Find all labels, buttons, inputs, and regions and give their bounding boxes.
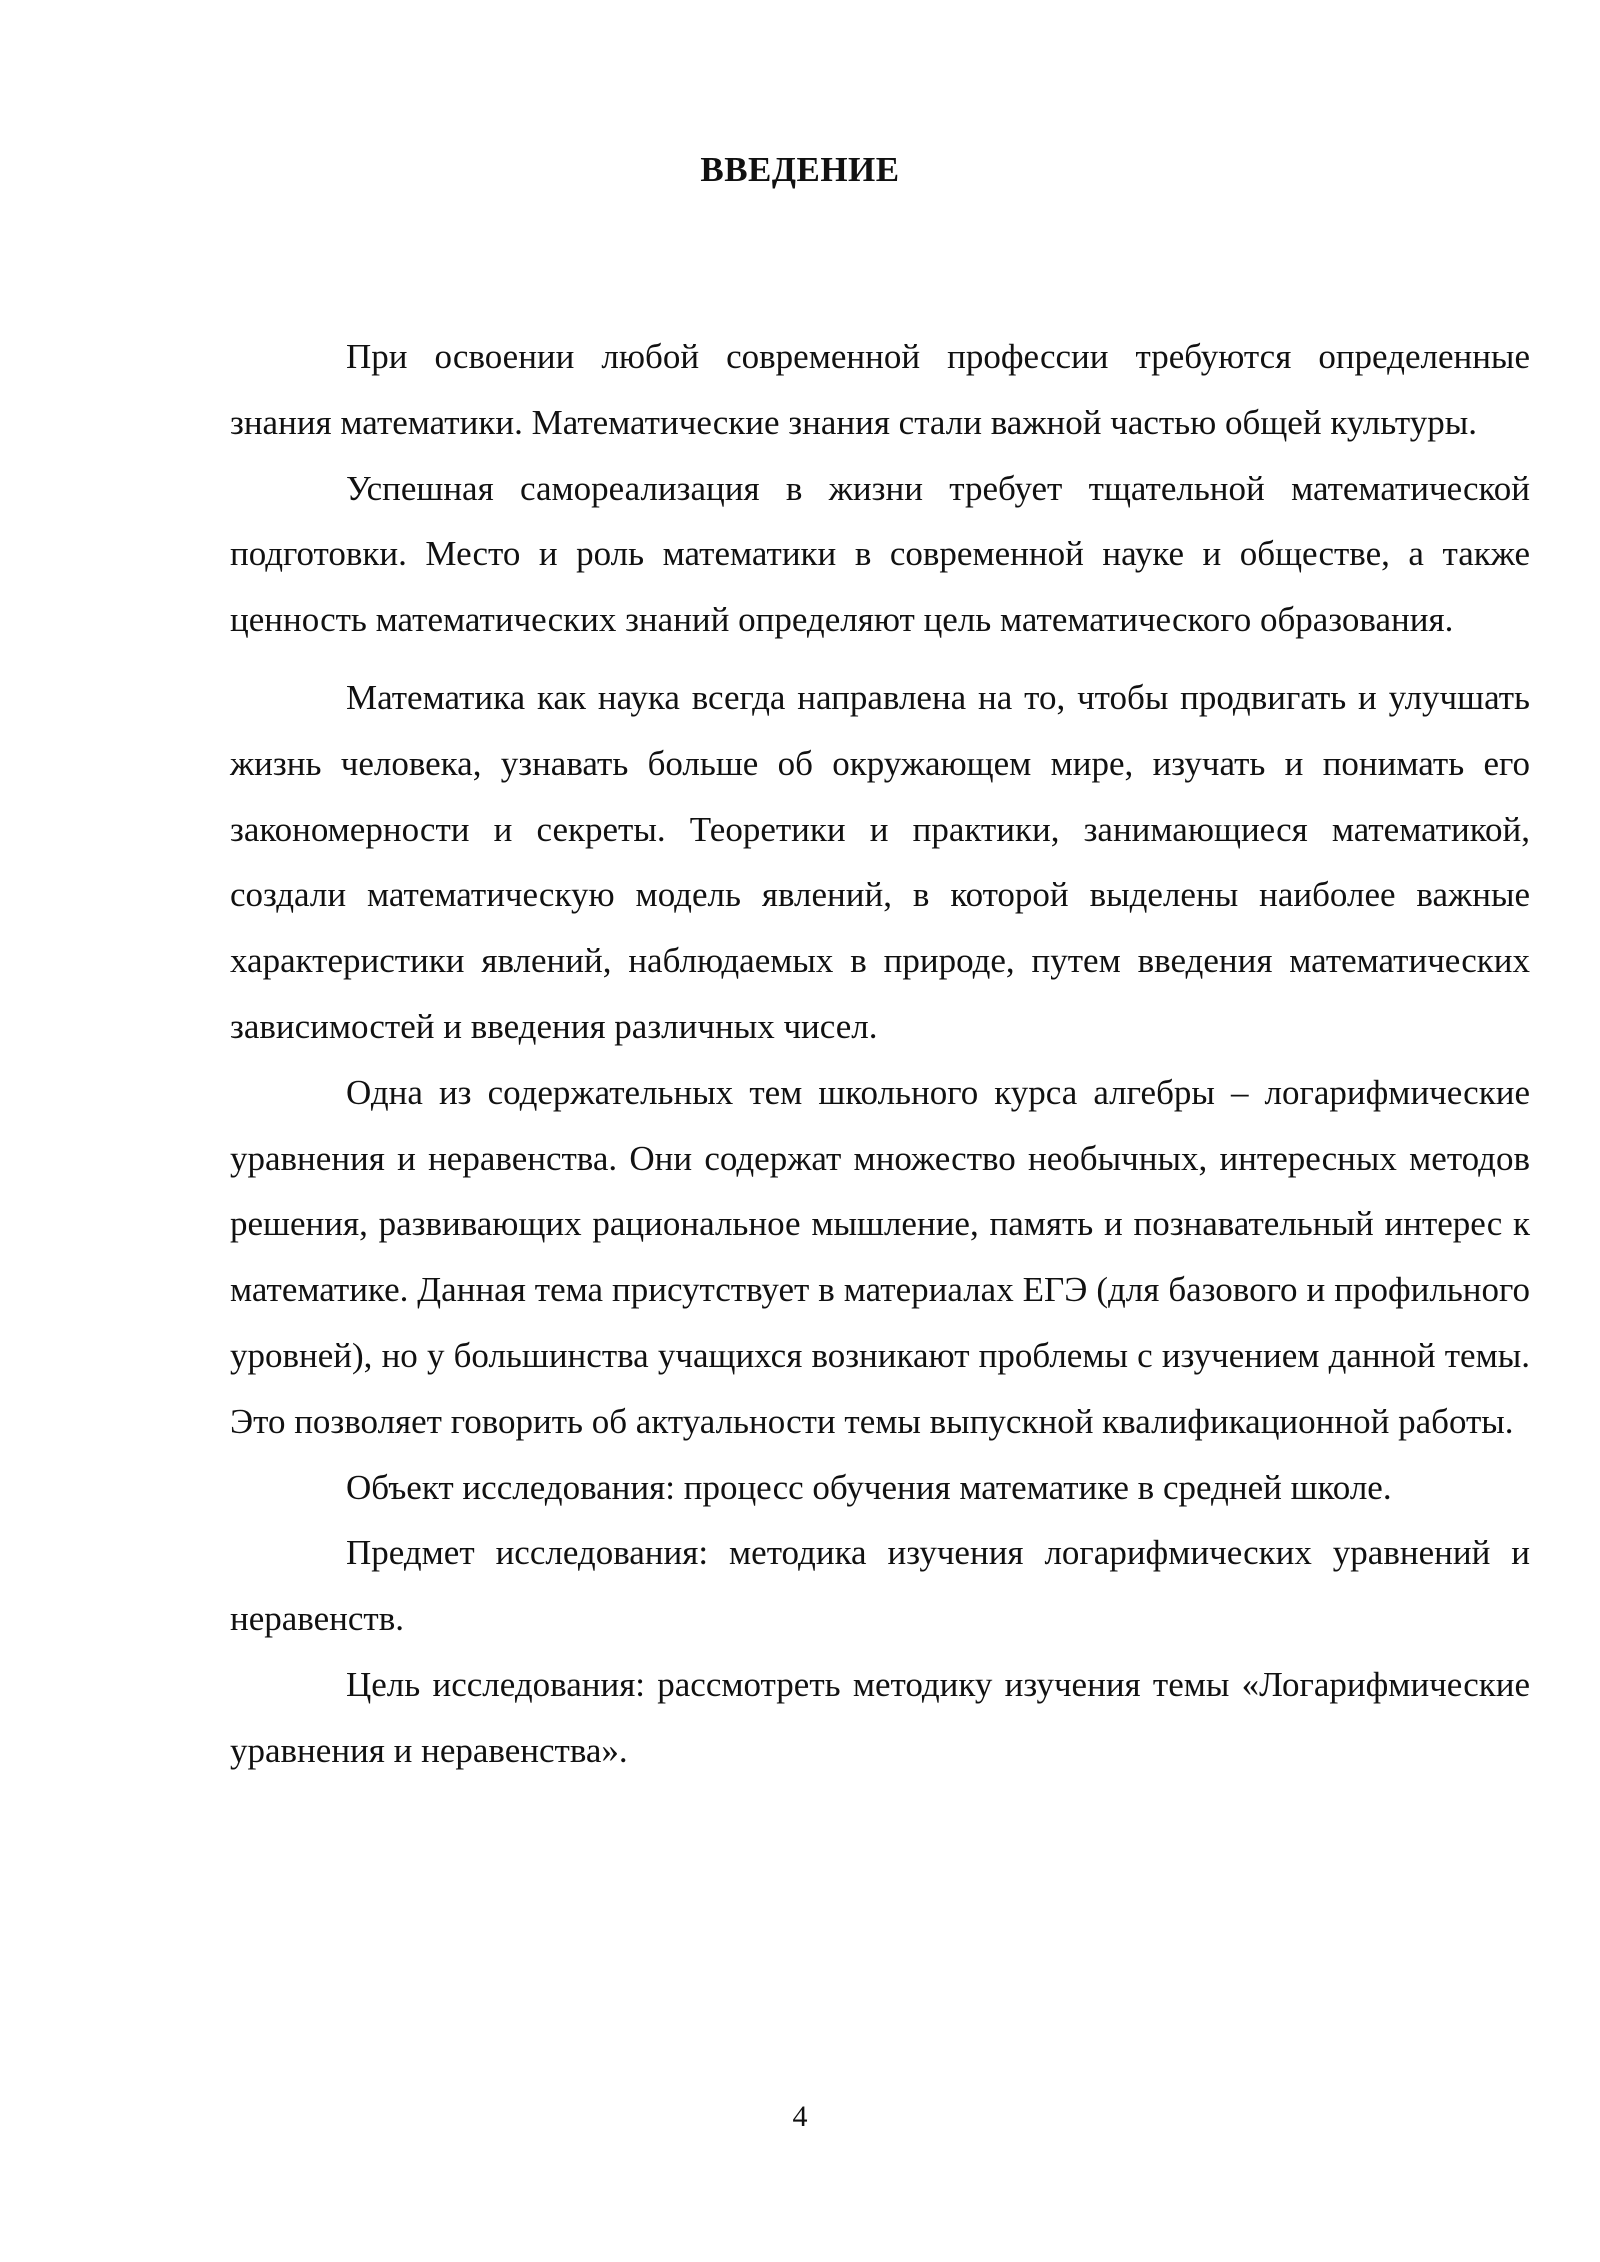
paragraph-self-realization: Успешная самореализация в жизни требует тщательной математической подготовки. Место и роль математики в современной науке и обществе, а также ценность математических знаний определяют цель математического образования. bbox=[230, 468, 1530, 640]
paragraph-research-object: Объект исследования: процесс обучения математике в средней школе. bbox=[346, 1467, 1392, 1507]
paragraph-research-goal: Цель исследования: рассмотреть методику изучения темы «Логарифмические уравнения и неравенства». bbox=[230, 1664, 1530, 1770]
section-title: ВВЕДЕНИЕ bbox=[700, 150, 900, 189]
paragraph-mathematics-science: Математика как наука всегда направлена на то, чтобы продвигать и улучшать жизнь человека, узнавать больше об окружающем мире, изучать и понимать его закономерности и секреты. Теоретики и практики, занимающиеся математикой, создали математическую модель явлений, в которой выделены наиболее важные характеристики явлений, наблюдаемых в природе, путем введения математических зависимостей и введения различных чисел. bbox=[230, 677, 1530, 1046]
page-number: 4 bbox=[792, 2100, 808, 2133]
paragraph-topic-relevance: Одна из содержательных тем школьного курса алгебры – логарифмические уравнения и неравенства. Они содержат множество необычных, интересных методов решения, развивающих рациональное мышление, память и познавательный интерес к математике. Данная тема присутствует в материалах ЕГЭ (для базового и профильного уровней), но у большинства учащихся возникают проблемы с изучением данной темы. Это позволяет говорить об актуальности темы выпускной квалификационной работы. bbox=[230, 1072, 1530, 1441]
body-text bbox=[230, 324, 1530, 1784]
paragraph-intro: При освоении любой современной профессии требуются определенные знания математики. Математические знания стали важной частью общей культуры. bbox=[230, 337, 1530, 442]
paragraph-research-subject: Предмет исследования: методика изучения логарифмических уравнений и неравенств. bbox=[230, 1533, 1530, 1639]
